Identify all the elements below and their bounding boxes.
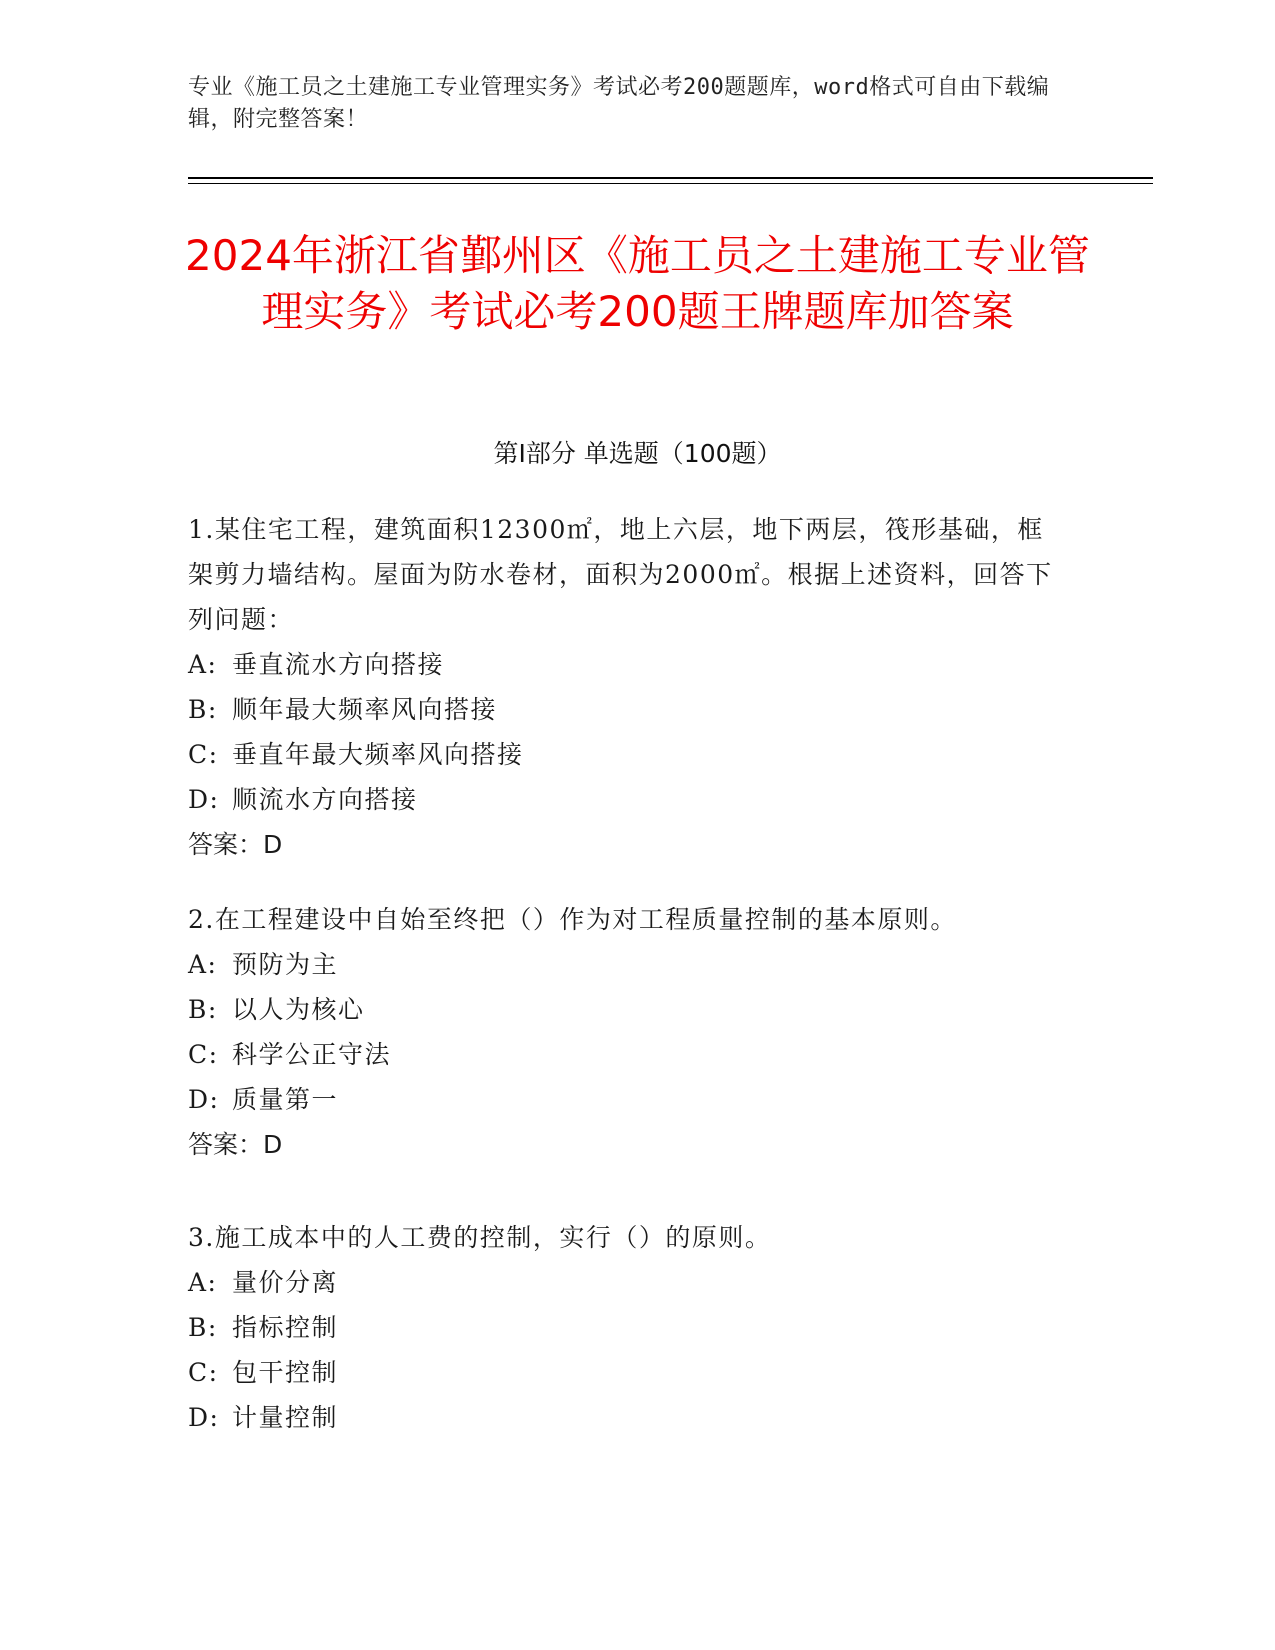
option-text: 顺流水方向搭接: [232, 785, 418, 814]
header-divider-thick: [188, 177, 1153, 179]
option-d: [188, 1077, 1068, 1122]
question-stem: 1.某住宅工程，建筑面积12300㎡，地上六层，地下两层，筏形基础，框架剪力墙结构。屋面为防水卷材，面积为2000㎡。根据上述资料，回答下列问题：: [188, 515, 1053, 634]
option-c: [188, 1032, 1068, 1077]
option-text: 垂直年最大频率风向搭接: [232, 740, 524, 769]
option-a: [188, 642, 1068, 687]
option-text: 科学公正守法: [232, 1040, 392, 1069]
option-key: D:: [188, 1403, 220, 1432]
option-text: 以人为核心: [232, 995, 365, 1024]
header-note: 专业《施工员之土建施工专业管理实务》考试必考200题题库，word格式可自由下载编辑，附完整答案！: [188, 75, 1050, 132]
option-key: A:: [188, 650, 218, 679]
option-text: 质量第一: [232, 1085, 339, 1114]
section-heading: 第Ⅰ部分 单选题（100题）: [493, 439, 782, 468]
option-text: 计量控制: [232, 1403, 339, 1432]
question-stem: 2.在工程建设中自始至终把（）作为对工程质量控制的基本原则。: [188, 905, 957, 934]
option-text: 顺年最大频率风向搭接: [232, 695, 498, 724]
option-b: [188, 687, 1068, 732]
option-b: [188, 1305, 1068, 1350]
question-1: [188, 507, 1068, 867]
option-key: C:: [188, 1358, 219, 1387]
document-title: 2024年浙江省鄞州区《施工员之土建施工专业管理实务》考试必考200题王牌题库加答案: [185, 231, 1090, 336]
question-3: [188, 1215, 1068, 1440]
option-text: 量价分离: [232, 1268, 339, 1297]
answer: 答案：D: [188, 830, 283, 859]
option-key: C:: [188, 1040, 219, 1069]
option-key: C:: [188, 740, 219, 769]
option-key: B:: [188, 695, 218, 724]
option-key: A:: [188, 1268, 218, 1297]
option-text: 预防为主: [232, 950, 339, 979]
header-divider-thin: [188, 183, 1153, 184]
option-d: [188, 777, 1068, 822]
question-stem: 3.施工成本中的人工费的控制，实行（）的原则。: [188, 1223, 772, 1252]
option-key: D:: [188, 1085, 220, 1114]
option-d: [188, 1395, 1068, 1440]
option-text: 垂直流水方向搭接: [232, 650, 445, 679]
answer: 答案：D: [188, 1130, 283, 1159]
option-key: B:: [188, 1313, 218, 1342]
option-b: [188, 987, 1068, 1032]
option-key: A:: [188, 950, 218, 979]
option-a: [188, 942, 1068, 987]
option-text: 包干控制: [232, 1358, 339, 1387]
option-key: B:: [188, 995, 218, 1024]
option-c: [188, 1350, 1068, 1395]
option-key: D:: [188, 785, 220, 814]
option-a: [188, 1260, 1068, 1305]
question-2: [188, 897, 1068, 1167]
option-text: 指标控制: [232, 1313, 339, 1342]
option-c: [188, 732, 1068, 777]
